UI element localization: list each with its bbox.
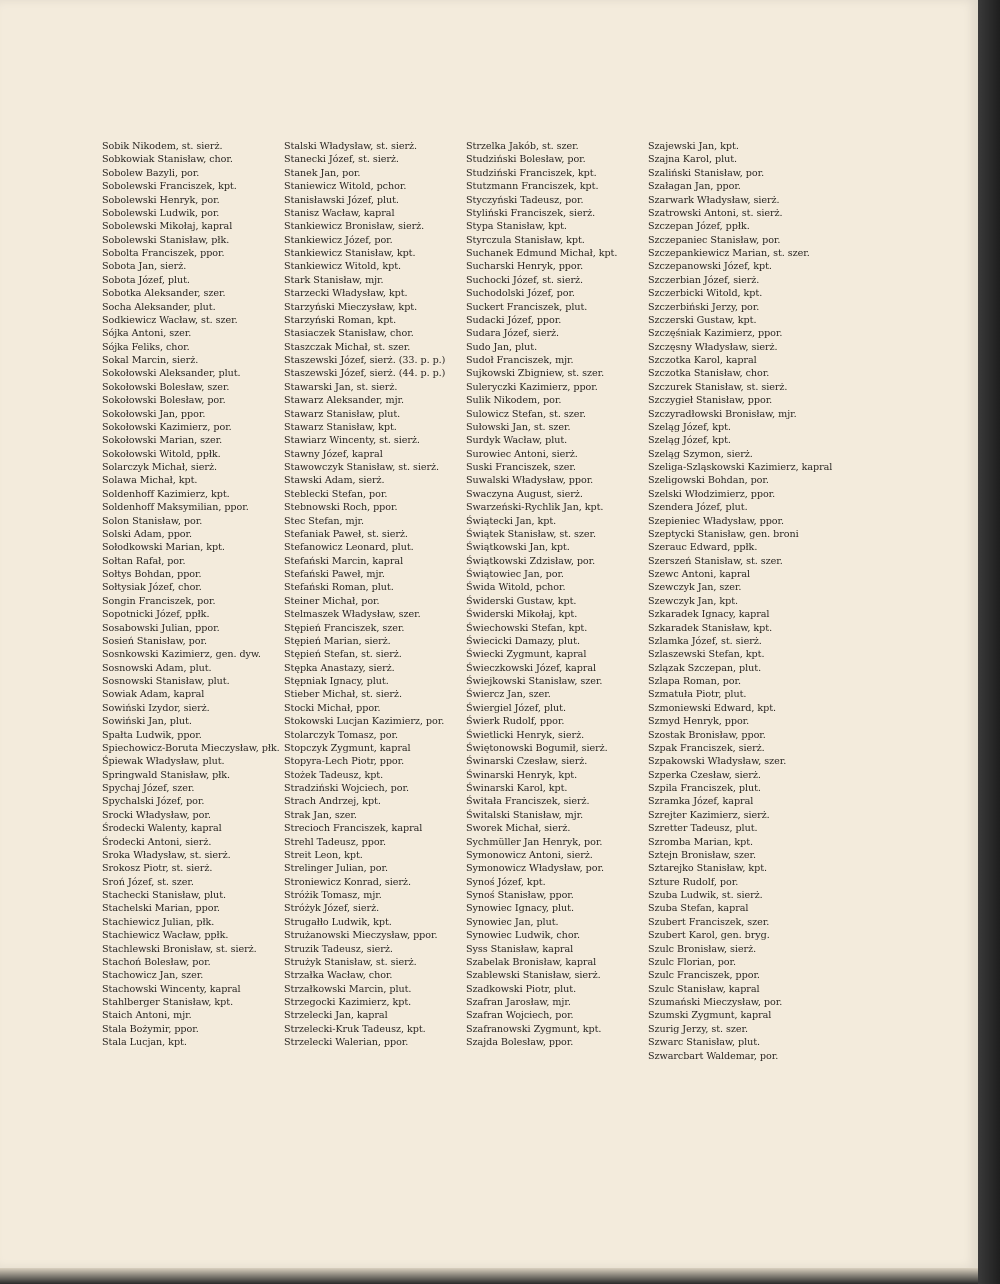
list-item: Szczepaniec Stanisław, por.: [648, 234, 781, 246]
list-item: Studziński Franciszek, kpt.: [466, 167, 597, 179]
list-item: Staich Antoni, mjr.: [102, 1010, 192, 1022]
list-item: Synowiec Jan, plut.: [466, 916, 559, 928]
list-item: Sobolewski Ludwik, por.: [102, 207, 220, 219]
list-item: Szumski Zygmunt, kapral: [648, 1010, 772, 1022]
list-item: Sobolewski Henryk, por.: [102, 194, 220, 206]
list-item: Spychaj Józef, szer.: [102, 783, 195, 794]
list-item: Szczerbicki Witold, kpt.: [648, 288, 763, 300]
list-item: Staszczak Michał, st. szer.: [284, 341, 411, 353]
list-item: Symonowicz Władysław, por.: [466, 863, 604, 875]
list-item: Strzelecki Jan, kapral: [284, 1010, 388, 1022]
list-item: Stopczyk Zygmunt, kapral: [284, 742, 411, 754]
list-item: Sobkowiak Stanisław, chor.: [102, 154, 233, 166]
list-item: Stopyra-Lech Piotr, ppor.: [284, 756, 405, 768]
list-item: Synoś Józef, kpt.: [466, 876, 546, 888]
list-item: Sobolta Franciszek, ppor.: [102, 248, 225, 259]
list-item: Szretter Tadeusz, plut.: [648, 823, 758, 835]
list-item: Szulc Franciszek, ppor.: [648, 970, 760, 982]
list-item: Stawiarz Wincenty, st. sierż.: [284, 435, 420, 447]
list-item: Sułowski Jan, st. szer.: [466, 421, 571, 433]
list-item: Sokal Marcin, sierż.: [102, 355, 199, 366]
list-item: Szuba Ludwik, st. sierż.: [648, 890, 763, 901]
list-item: Szafran Jarosław, mjr.: [466, 997, 571, 1008]
list-item: Szubert Franciszek, szer.: [648, 916, 770, 928]
list-item: Stożek Tadeusz, kpt.: [284, 769, 384, 781]
list-item: Sztejn Bronisław, szer.: [648, 849, 757, 861]
list-item: Szatrowski Antoni, st. sierż.: [648, 207, 783, 219]
list-item: Strużanowski Mieczysław, ppor.: [284, 930, 438, 942]
list-item: Strzelecki Walerian, ppor.: [284, 1037, 409, 1049]
list-item: Szeliga-Szląskowski Kazimierz, kapral: [648, 462, 833, 473]
list-item: Szczepankiewicz Marian, st. szer.: [648, 248, 810, 259]
list-item: Strzałka Wacław, chor.: [284, 970, 393, 982]
list-item: Sowiński Izydor, sierż.: [102, 702, 210, 714]
list-item: Szlązak Szczepan, plut.: [648, 662, 762, 674]
list-item: Sołtan Rafał, por.: [102, 555, 186, 567]
list-item: Stalski Władysław, st. sierż.: [284, 141, 418, 152]
list-item: Suchanek Edmund Michał, kpt.: [466, 248, 618, 259]
list-item: Strak Jan, szer.: [284, 809, 357, 821]
list-item: Sowiński Jan, plut.: [102, 716, 192, 728]
list-item: Springwald Stanisław, płk.: [102, 769, 231, 781]
list-item: Świątowiec Jan, por.: [466, 569, 564, 580]
list-item: Stachiewicz Wacław, ppłk.: [102, 930, 229, 942]
list-item: Sulowicz Stefan, st. szer.: [466, 408, 586, 420]
list-item: Sokołowski Kazimierz, por.: [102, 421, 232, 433]
list-item: Styczyński Tadeusz, por.: [466, 194, 584, 206]
list-item: Stolarczyk Tomasz, por.: [284, 729, 398, 741]
name-column-3: [466, 140, 648, 1063]
list-item: Sroka Władysław, st. sierż.: [102, 849, 231, 861]
list-item: Swarzeński-Rychlik Jan, kpt.: [466, 502, 604, 514]
list-item: Świderski Mikołaj, kpt.: [466, 609, 578, 621]
list-item: Szczepan Józef, ppłk.: [648, 221, 750, 233]
list-item: Spałta Ludwik, ppor.: [102, 729, 202, 741]
list-item: Syss Stanisław, kapral: [466, 943, 574, 955]
list-item: Sobolew Bazyli, por.: [102, 167, 200, 179]
list-item: Świątek Stanisław, st. szer.: [466, 528, 597, 540]
list-item: Stankiewicz Stanisław, kpt.: [284, 248, 416, 259]
list-item: Songin Franciszek, por.: [102, 595, 216, 607]
list-item: Świątkowski Zdzisław, por.: [466, 555, 596, 567]
list-item: Stradziński Wojciech, por.: [284, 783, 409, 794]
list-item: Szmyd Henryk, ppor.: [648, 716, 750, 728]
list-item: Stutzmann Franciszek, kpt.: [466, 181, 599, 193]
list-item: Szajda Bolesław, ppor.: [466, 1037, 574, 1049]
list-item: Szeptycki Stanisław, gen. broni: [648, 528, 799, 540]
list-item: Sudara Józef, sierż.: [466, 328, 559, 340]
list-item: Sulik Nikodem, por.: [466, 395, 562, 407]
list-item: Szrejter Kazimierz, sierż.: [648, 809, 770, 821]
list-item: Stachecki Stanisław, plut.: [102, 890, 226, 901]
list-item: Suski Franciszek, szer.: [466, 462, 576, 473]
list-item: Steblecki Stefan, por.: [284, 488, 388, 500]
list-item: Suckert Franciszek, plut.: [466, 301, 588, 313]
list-item: Suchocki Józef, st. sierż.: [466, 274, 583, 286]
list-item: Staniewicz Witold, pchor.: [284, 181, 407, 193]
list-item: Sosabowski Julian, ppor.: [102, 622, 220, 634]
list-item: Stanecki Józef, st. sierż.: [284, 154, 399, 166]
list-item: Spiechowicz-Boruta Mieczysław, płk.: [102, 742, 280, 754]
list-item: Szlapa Roman, por.: [648, 676, 742, 687]
list-item: Sokołowski Aleksander, plut.: [102, 368, 241, 380]
list-item: Stebnowski Roch, ppor.: [284, 502, 398, 514]
list-item: Środecki Antoni, sierż.: [102, 836, 212, 848]
list-item: Starzyński Roman, kpt.: [284, 314, 397, 326]
list-item: Stasiaczek Stanisław, chor.: [284, 328, 414, 340]
list-item: Sobolewski Stanisław, płk.: [102, 234, 230, 246]
list-item: Środecki Walenty, kapral: [102, 823, 222, 835]
list-item: Szaliński Stanisław, por.: [648, 167, 765, 179]
name-list: [102, 140, 833, 1063]
list-item: Sobota Józef, plut.: [102, 274, 190, 286]
list-item: Śpiewak Władysław, plut.: [102, 756, 225, 768]
list-item: Stawowczyk Stanisław, st. sierż.: [284, 462, 440, 473]
list-item: Szajna Karol, plut.: [648, 154, 738, 166]
list-item: Swaczyna August, sierż.: [466, 488, 583, 500]
list-item: Świętonowski Bogumił, sierż.: [466, 742, 608, 754]
list-item: Symonowicz Antoni, sierż.: [466, 849, 593, 861]
list-item: Szewczyk Jan, szer.: [648, 582, 742, 594]
list-item: Stocki Michał, ppor.: [284, 702, 381, 714]
list-item: Stec Stefan, mjr.: [284, 515, 364, 527]
list-item: Stankiewicz Bronisław, sierż.: [284, 221, 425, 233]
list-item: Starzyński Mieczysław, kpt.: [284, 301, 418, 313]
list-item: Sołtysiak Józef, chor.: [102, 582, 202, 594]
list-item: Solski Adam, ppor.: [102, 528, 192, 540]
list-item: Synowiec Ludwik, chor.: [466, 930, 581, 942]
list-item: Szeląg Józef, kpt.: [648, 435, 731, 447]
list-item: Sosnowski Adam, plut.: [102, 662, 212, 674]
list-item: Szurig Jerzy, st. szer.: [648, 1023, 749, 1035]
list-item: Stachlewski Bronisław, st. sierż.: [102, 943, 257, 955]
list-item: Strzelka Jakób, st. szer.: [466, 141, 579, 152]
list-item: Srokosz Piotr, st. sierż.: [102, 863, 213, 875]
list-item: Starzecki Władysław, kpt.: [284, 288, 408, 300]
list-item: Stępień Stefan, st. sierż.: [284, 649, 402, 661]
list-item: Sobik Nikodem, st. sierż.: [102, 141, 223, 152]
list-item: Świerk Rudolf, ppor.: [466, 716, 565, 728]
list-item: Suchodolski Józef, por.: [466, 288, 575, 300]
list-item: Szulc Stanisław, kapral: [648, 983, 760, 995]
list-item: Sychmüller Jan Henryk, por.: [466, 836, 603, 848]
list-item: Struzik Tadeusz, sierż.: [284, 943, 393, 955]
list-item: Świercz Jan, szer.: [466, 689, 551, 701]
list-item: Szczurek Stanisław, st. sierż.: [648, 381, 788, 393]
list-item: Świecki Zygmunt, kapral: [466, 649, 587, 661]
list-item: Szubert Karol, gen. bryg.: [648, 930, 770, 942]
list-item: Szerauc Edward, ppłk.: [648, 542, 758, 554]
list-item: Stark Stanisław, mjr.: [284, 274, 384, 286]
list-item: Sosień Stanisław, por.: [102, 635, 207, 647]
list-item: Socha Aleksander, plut.: [102, 301, 216, 313]
list-item: Szpakowski Władysław, szer.: [648, 756, 787, 768]
list-item: Szramka Józef, kapral: [648, 796, 754, 808]
list-item: Stankiewicz Witold, kpt.: [284, 261, 402, 273]
list-item: Szture Rudolf, por.: [648, 876, 739, 888]
list-item: Szafran Wojciech, por.: [466, 1010, 574, 1022]
list-item: Świnarski Karol, kpt.: [466, 783, 568, 794]
list-item: Szmatuła Piotr, plut.: [648, 689, 747, 701]
list-item: Szkaradek Stanisław, kpt.: [648, 622, 773, 634]
list-item: Solon Stanisław, por.: [102, 515, 203, 527]
list-item: Świderski Gustaw, kpt.: [466, 595, 577, 607]
list-item: Szczerski Gustaw, kpt.: [648, 314, 757, 326]
list-item: Szewc Antoni, kapral: [648, 569, 751, 580]
list-item: Stanisławski Józef, plut.: [284, 194, 399, 206]
list-item: Szajewski Jan, kpt.: [648, 141, 739, 152]
list-item: Szlamka Józef, st. sierż.: [648, 635, 762, 647]
list-item: Stala Bożymir, ppor.: [102, 1023, 199, 1035]
list-item: Szumański Mieczysław, por.: [648, 997, 783, 1008]
list-item: Szpila Franciszek, plut.: [648, 783, 761, 794]
list-item: Szulc Bronisław, sierż.: [648, 943, 757, 955]
list-item: Sołtys Bohdan, ppor.: [102, 569, 202, 580]
list-item: Solarczyk Michał, sierż.: [102, 462, 217, 473]
list-item: Szczotka Stanisław, chor.: [648, 368, 770, 380]
list-item: Sokołowski Bolesław, por.: [102, 395, 226, 407]
list-item: Świątecki Jan, kpt.: [466, 515, 557, 527]
list-item: Świda Witold, pchor.: [466, 582, 566, 594]
list-item: Sudoł Franciszek, mjr.: [466, 355, 574, 366]
list-item: Sodkiewicz Wacław, st. szer.: [102, 314, 238, 326]
list-item: Szczyradłowski Bronisław, mjr.: [648, 408, 797, 420]
list-item: Stefański Marcin, kapral: [284, 555, 404, 567]
list-item: Szałagan Jan, ppor.: [648, 181, 741, 193]
list-item: Świątkowski Jan, kpt.: [466, 542, 570, 554]
list-item: Sopotnicki Józef, ppłk.: [102, 609, 210, 621]
list-item: Stachowicz Jan, szer.: [102, 970, 204, 982]
list-item: Sudo Jan, plut.: [466, 341, 538, 353]
list-item: Surowiec Antoni, sierż.: [466, 448, 578, 460]
list-item: Stępień Franciszek, szer.: [284, 622, 405, 634]
list-item: Strużyk Stanisław, st. sierż.: [284, 956, 417, 968]
list-item: Sobota Jan, sierż.: [102, 261, 187, 273]
book-cover-edge: [978, 0, 1000, 1284]
list-item: Strugałło Ludwik, kpt.: [284, 916, 392, 928]
list-item: Szulc Florian, por.: [648, 956, 736, 968]
list-item: Stępień Marian, sierż.: [284, 635, 391, 647]
list-item: Świeczkowski Józef, kapral: [466, 662, 597, 674]
list-item: Stróżyk Józef, sierż.: [284, 903, 380, 915]
list-item: Szczygieł Stanisław, ppor.: [648, 395, 773, 407]
list-item: Synoś Stanisław, ppor.: [466, 890, 574, 901]
list-item: Stawarz Stanisław, kpt.: [284, 421, 397, 433]
list-item: Stroniewicz Konrad, sierż.: [284, 876, 411, 888]
list-item: Stępka Anastazy, sierż.: [284, 662, 395, 674]
list-item: Sudacki Józef, ppor.: [466, 314, 562, 326]
list-item: Szeląg Szymon, sierż.: [648, 448, 753, 460]
list-item: Solawa Michał, kpt.: [102, 475, 198, 487]
name-column-2: [284, 140, 466, 1063]
list-item: Staszewski Józef, sierż. (33. p. p.): [284, 355, 446, 366]
list-item: Sztarejko Stanisław, kpt.: [648, 863, 768, 875]
list-item: Szczerbiński Jerzy, por.: [648, 301, 760, 313]
list-item: Sworek Michał, sierż.: [466, 823, 571, 835]
list-item: Stefaniak Paweł, st. sierż.: [284, 528, 408, 540]
list-item: Świetlicki Henryk, sierż.: [466, 729, 585, 741]
list-item: Szczęsny Władysław, sierż.: [648, 341, 778, 353]
list-item: Srocki Władysław, por.: [102, 809, 211, 821]
list-item: Świnarski Henryk, kpt.: [466, 769, 578, 781]
list-item: Sujkowski Zbigniew, st. szer.: [466, 368, 605, 380]
list-item: Szkaradek Ignacy, kapral: [648, 609, 770, 621]
list-item: Świecicki Damazy, plut.: [466, 635, 580, 647]
list-item: Szuba Stefan, kapral: [648, 903, 749, 915]
list-item: Szewczyk Jan, kpt.: [648, 595, 739, 607]
list-item: Sokołowski Witold, ppłk.: [102, 448, 221, 460]
list-item: Strzałkowski Marcin, plut.: [284, 983, 412, 995]
list-item: Szadkowski Piotr, plut.: [466, 983, 577, 995]
name-column-1: [102, 140, 284, 1063]
list-item: Szendera Józef, plut.: [648, 502, 748, 514]
list-item: Sowiak Adam, kapral: [102, 689, 205, 701]
list-item: Steiner Michał, por.: [284, 595, 380, 607]
list-item: Sokołowski Jan, ppor.: [102, 408, 206, 420]
list-item: Szperka Czesław, sierż.: [648, 769, 761, 781]
list-item: Szerszeń Stanisław, st. szer.: [648, 555, 783, 567]
list-item: Szpak Franciszek, sierż.: [648, 742, 765, 754]
name-column-4: [648, 140, 833, 1063]
list-item: Stachoń Bolesław, por.: [102, 956, 211, 968]
list-item: Spychalski Józef, por.: [102, 796, 205, 808]
list-item: Synowiec Ignacy, plut.: [466, 903, 574, 915]
list-item: Sokołowski Marian, szer.: [102, 435, 223, 447]
list-item: Styrczula Stanisław, kpt.: [466, 234, 585, 246]
list-item: Suwalski Władysław, ppor.: [466, 475, 594, 487]
list-item: Suleryczki Kazimierz, ppor.: [466, 381, 598, 393]
list-item: Stelmaszek Władysław, szer.: [284, 609, 421, 621]
list-item: Stala Lucjan, kpt.: [102, 1037, 187, 1049]
page-bottom-edge: [0, 1268, 978, 1284]
list-item: Strach Andrzej, kpt.: [284, 796, 381, 808]
list-item: Stanek Jan, por.: [284, 167, 361, 179]
list-item: Świergiel Józef, plut.: [466, 702, 566, 714]
list-item: Stanisz Wacław, kapral: [284, 207, 395, 219]
list-item: Szablewski Stanisław, sierż.: [466, 970, 601, 982]
list-item: Szlaszewski Stefan, kpt.: [648, 649, 765, 661]
list-item: Stachowski Wincenty, kapral: [102, 983, 241, 995]
list-item: Stahlberger Stanisław, kpt.: [102, 997, 234, 1008]
list-item: Stefański Paweł, mjr.: [284, 569, 385, 580]
list-item: Świtała Franciszek, sierż.: [466, 796, 590, 808]
list-item: Stawski Adam, sierż.: [284, 475, 385, 487]
list-item: Świtalski Stanisław, mjr.: [466, 809, 584, 821]
list-item: Sokołowski Bolesław, szer.: [102, 381, 230, 393]
list-item: Szeląg Józef, kpt.: [648, 421, 731, 433]
list-item: Szafranowski Zygmunt, kpt.: [466, 1023, 602, 1035]
list-item: Stachelski Marian, ppor.: [102, 903, 220, 915]
list-item: Sołodkowski Marian, kpt.: [102, 542, 225, 554]
list-item: Stępniak Ignacy, plut.: [284, 676, 389, 687]
list-item: Sucharski Henryk, ppor.: [466, 261, 584, 273]
list-item: Świejkowski Stanisław, szer.: [466, 676, 603, 687]
list-item: Szostak Bronisław, ppor.: [648, 729, 766, 741]
list-item: Strehl Tadeusz, ppor.: [284, 836, 387, 848]
list-item: Strelinger Julian, por.: [284, 863, 388, 875]
list-item: Stefanowicz Leonard, plut.: [284, 542, 414, 554]
list-item: Świnarski Czesław, sierż.: [466, 756, 588, 768]
list-item: Szromba Marian, kpt.: [648, 836, 754, 848]
list-item: Szabelak Bronisław, kapral: [466, 956, 597, 968]
list-item: Sobolewski Mikołaj, kapral: [102, 221, 233, 233]
list-item: Stawarz Aleksander, mjr.: [284, 395, 404, 407]
list-item: Szczotka Karol, kapral: [648, 355, 757, 366]
list-item: Szwarc Stanisław, plut.: [648, 1037, 761, 1049]
list-item: Sójka Antoni, szer.: [102, 328, 192, 340]
list-item: Szwarcbart Waldemar, por.: [648, 1050, 779, 1062]
list-item: Szmoniewski Edward, kpt.: [648, 702, 777, 714]
list-item: Strecioch Franciszek, kapral: [284, 823, 423, 835]
list-item: Szarwark Władysław, sierż.: [648, 194, 780, 206]
list-item: Stankiewicz Józef, por.: [284, 234, 393, 246]
list-item: Stefański Roman, plut.: [284, 582, 394, 594]
list-item: Sroń Józef, st. szer.: [102, 876, 194, 888]
list-item: Stypa Stanisław, kpt.: [466, 221, 567, 233]
list-item: Stieber Michał, st. sierż.: [284, 689, 402, 701]
list-item: Studziński Bolesław, por.: [466, 154, 586, 166]
list-item: Stawarski Jan, st. sierż.: [284, 381, 398, 393]
list-item: Sobolewski Franciszek, kpt.: [102, 181, 237, 193]
list-item: Styliński Franciszek, sierż.: [466, 207, 596, 219]
list-item: Stawny Józef, kapral: [284, 448, 383, 460]
list-item: Sobotka Aleksander, szer.: [102, 288, 226, 300]
list-item: Szczerbian Józef, sierż.: [648, 274, 760, 286]
list-item: Szczęśniak Kazimierz, ppor.: [648, 328, 783, 340]
list-item: Surdyk Wacław, plut.: [466, 435, 568, 447]
list-item: Stróżik Tomasz, mjr.: [284, 890, 382, 901]
list-item: Szelski Włodzimierz, ppor.: [648, 488, 776, 500]
list-item: Szeligowski Bohdan, por.: [648, 475, 769, 487]
list-item: Stawarz Stanisław, plut.: [284, 408, 401, 420]
list-item: Soldenhoff Maksymilian, ppor.: [102, 502, 249, 514]
list-item: Świechowski Stefan, kpt.: [466, 622, 588, 634]
list-item: Strzelecki-Kruk Tadeusz, kpt.: [284, 1023, 426, 1035]
list-item: Staszewski Józef, sierż. (44. p. p.): [284, 368, 446, 380]
list-item: Sosnowski Stanisław, plut.: [102, 676, 230, 687]
list-item: Szepieniec Władysław, ppor.: [648, 515, 785, 527]
list-item: Sosnkowski Kazimierz, gen. dyw.: [102, 649, 261, 661]
list-item: Szczepanowski Józef, kpt.: [648, 261, 772, 273]
list-item: Streit Leon, kpt.: [284, 849, 363, 861]
list-item: Stachiewicz Julian, płk.: [102, 916, 215, 928]
list-item: Strzegocki Kazimierz, kpt.: [284, 997, 412, 1008]
list-item: Soldenhoff Kazimierz, kpt.: [102, 488, 230, 500]
list-item: Sójka Feliks, chor.: [102, 341, 190, 353]
list-item: Stokowski Lucjan Kazimierz, por.: [284, 716, 445, 728]
